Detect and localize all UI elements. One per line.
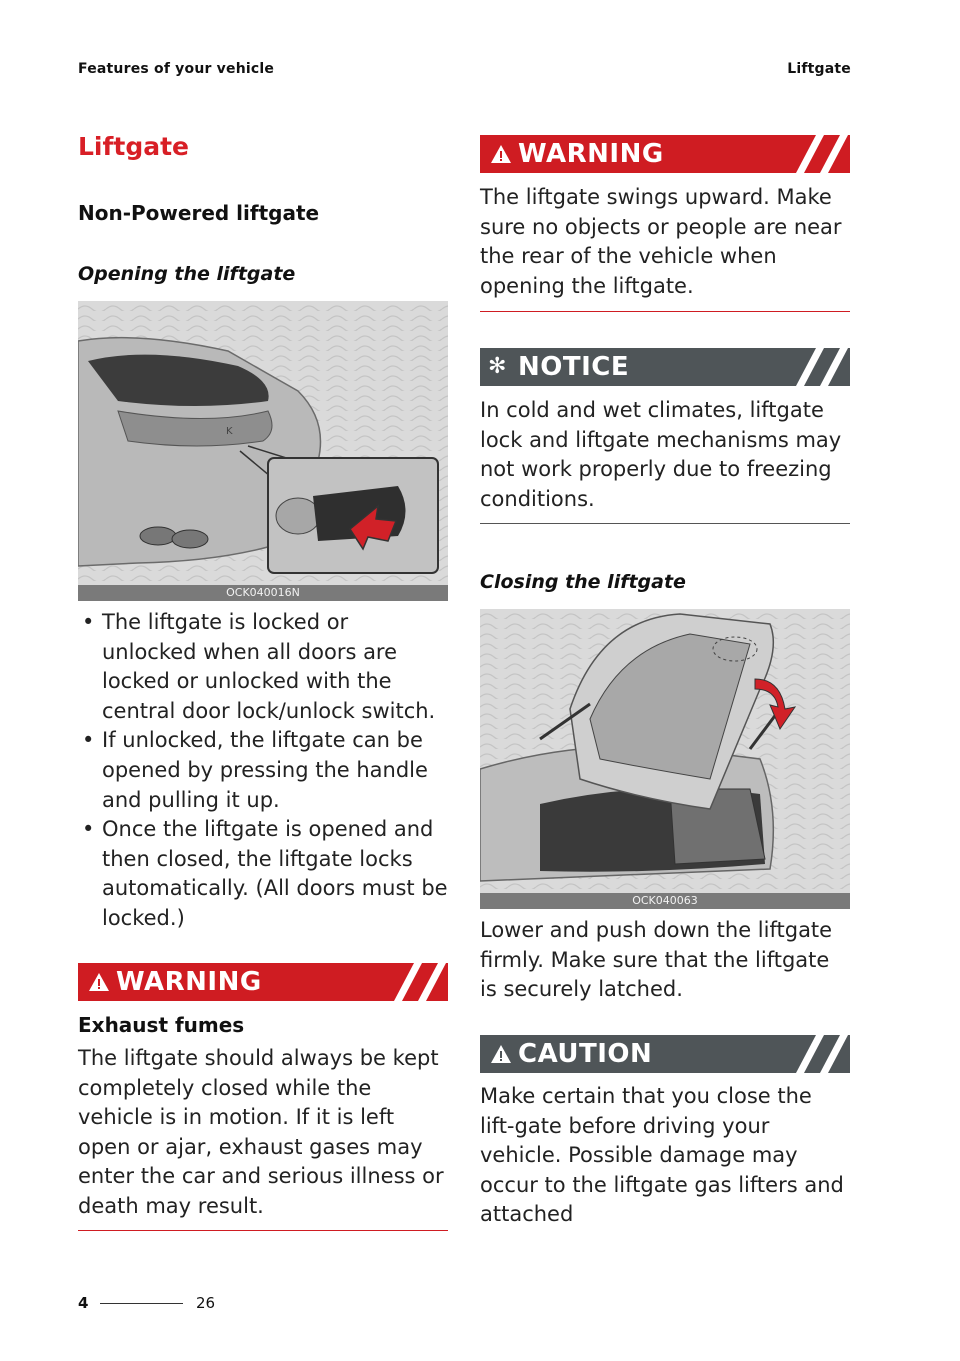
list-item: [78, 815, 448, 933]
closing-liftgate-heading: Closing the liftgate: [480, 571, 686, 593]
bullet-text: If unlocked, the liftgate can be opened by pressing the handle and pulling it up.: [102, 728, 428, 812]
divider: [480, 523, 850, 524]
car-rear-drawing: [78, 301, 448, 585]
image-caption: OCK040063: [480, 893, 850, 909]
liftgate-handle-illustration: [78, 301, 448, 601]
notice-text: In cold and wet climates, liftgate lock and liftgate mechanisms may not work properly due to freezing conditions.: [480, 398, 842, 511]
bullet-mark: •: [82, 817, 95, 842]
warning-label: WARNING: [518, 139, 664, 169]
notice-symbol: ✻: [488, 354, 507, 379]
footer-divider: [100, 1303, 183, 1304]
bullet-mark: •: [82, 728, 95, 753]
warning-banner: [480, 135, 850, 173]
notice-label: NOTICE: [518, 352, 630, 382]
banner-stripes: [786, 348, 850, 386]
opening-liftgate-heading: Opening the liftgate: [78, 263, 296, 285]
warning-label: WARNING: [116, 967, 262, 997]
divider: [78, 1230, 448, 1231]
warning-text: The liftgate should always be kept completely closed while the vehicle is in motion. If it is left open or ajar, exhaust gases may enter the car and serious illness or death may result.: [78, 1046, 444, 1218]
list-item: [78, 726, 448, 815]
banner-stripes: [786, 135, 850, 173]
bullet-text: The liftgate is locked or unlocked when all doors are locked or unlocked with the central door lock/unlock switch.: [102, 610, 436, 723]
warning-triangle-icon: [88, 971, 110, 993]
warning-triangle-icon: [490, 143, 512, 165]
bullet-mark: •: [82, 610, 95, 634]
list-item: [78, 608, 448, 726]
running-header-section: Features of your vehicle: [78, 61, 275, 77]
caution-triangle-icon: [490, 1043, 512, 1065]
subsection-title: Non-Powered liftgate: [78, 201, 320, 225]
warning-text: The liftgate swings upward. Make sure no objects or people are near the rear of the vehicle when opening the liftgate.: [480, 185, 842, 298]
running-header-topic: Liftgate: [787, 61, 851, 77]
chapter-number: 4: [78, 1294, 89, 1312]
page-number: 26: [196, 1294, 216, 1312]
banner-stripes: [786, 1035, 850, 1073]
warning-heading: Exhaust fumes: [78, 1013, 245, 1037]
caution-banner: [480, 1035, 850, 1073]
divider: [480, 311, 850, 312]
svg-text:K: K: [226, 426, 233, 437]
liftgate-closing-illustration: [480, 609, 850, 909]
bullet-text: Once the liftgate is opened and then closed, the liftgate locks automatically. (All doors must be locked.): [102, 817, 448, 930]
closing-instructions: Lower and push down the liftgate firmly. Make sure that the liftgate is securely latched.: [480, 918, 833, 1002]
caution-label: CAUTION: [518, 1039, 653, 1069]
image-caption: OCK040016N: [78, 585, 448, 601]
section-title: Liftgate: [78, 132, 189, 161]
banner-stripes: [384, 963, 448, 1001]
warning-banner: [78, 963, 448, 1001]
caution-text: Make certain that you close the lift-gate before driving your vehicle. Possible damage may occur to the liftgate gas lifters and attached: [480, 1084, 844, 1227]
liftgate-bullet-list: [78, 608, 448, 934]
open-trunk-drawing: [480, 609, 850, 893]
notice-banner: [480, 348, 850, 386]
